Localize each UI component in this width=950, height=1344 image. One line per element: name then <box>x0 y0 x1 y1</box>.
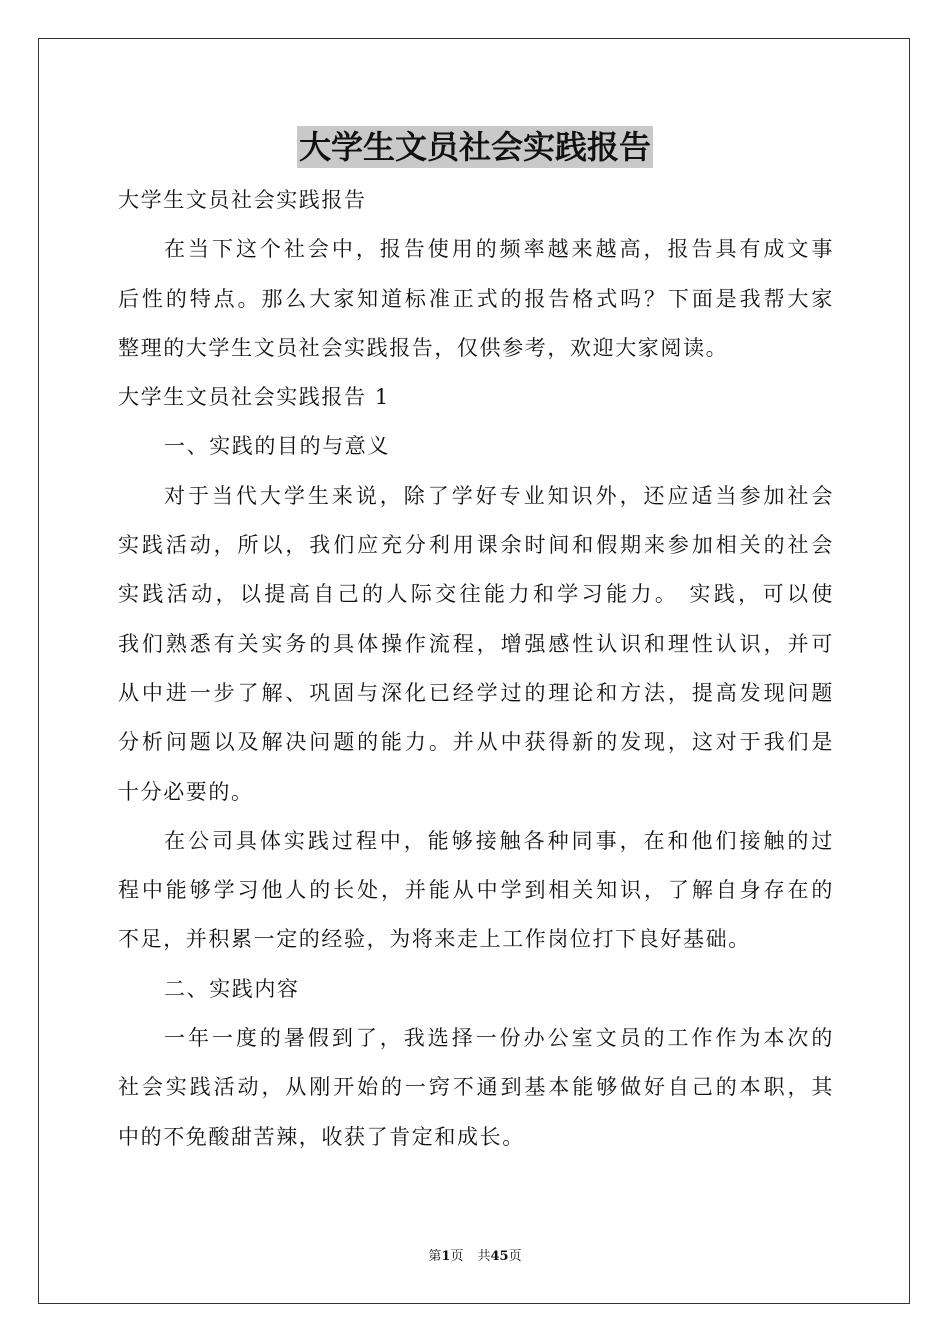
paragraph-line: 在当下这个社会中，报告使用的频率越来越高，报告具有成文事 <box>164 237 834 262</box>
document-body <box>118 176 834 1162</box>
page-footer <box>0 1245 950 1264</box>
document-title: 大学生文员社会实践报告 <box>298 128 651 166</box>
title-container <box>0 126 950 168</box>
page-number: 1 <box>441 1249 451 1264</box>
paragraph-line: 实践活动，以提高自己的人际交往能力和学习能力。 实践，可以使 <box>118 582 834 607</box>
subtitle-line: 大学生文员社会实践报告 <box>118 188 367 212</box>
paragraph-line: 实践活动，所以，我们应充分利用课余时间和假期来参加相关的社会 <box>118 533 834 558</box>
paragraph-line: 一年一度的暑假到了，我选择一份办公室文员的工作作为本次的 <box>164 1026 834 1051</box>
subsection-heading: 一、实践的目的与意义 <box>164 434 390 459</box>
total-prefix: 共 <box>477 1249 491 1264</box>
paragraph-line: 程中能够学习他人的长处，并能从中学到相关知识，了解自身存在的 <box>118 878 834 903</box>
section-heading: 大学生文员社会实践报告 1 <box>118 385 390 410</box>
paragraph-line: 从中进一步了解、巩固与深化已经学过的理论和方法，提高发现问题 <box>118 680 834 705</box>
paragraph-line: 社会实践活动，从刚开始的一窍不通到基本能够做好自己的本职，其 <box>118 1075 834 1100</box>
paragraph-line: 中的不免酸甜苦辣，收获了肯定和成长。 <box>118 1124 525 1149</box>
paragraph-line: 对于当代大学生来说，除了学好专业知识外，还应适当参加社会 <box>164 483 834 508</box>
total-pages: 45 <box>490 1249 509 1264</box>
paragraph-line: 不足，并积累一定的经验，为将来走上工作岗位打下良好基础。 <box>118 927 751 952</box>
subsection-heading: 二、实践内容 <box>164 976 300 1001</box>
total-suffix: 页 <box>508 1249 522 1264</box>
paragraph-line: 十分必要的。 <box>118 779 254 804</box>
page-suffix: 页 <box>450 1249 464 1264</box>
paragraph-line: 在公司具体实践过程中，能够接触各种同事，在和他们接触的过 <box>164 828 834 853</box>
paragraph-line: 分析问题以及解决问题的能力。并从中获得新的发现，这对于我们是 <box>118 730 834 755</box>
page-prefix: 第 <box>428 1249 442 1264</box>
paragraph-line: 整理的大学生文员社会实践报告，仅供参考，欢迎大家阅读。 <box>118 335 729 360</box>
paragraph-line: 我们熟悉有关实务的具体操作流程，增强感性认识和理性认识，并可 <box>118 631 834 656</box>
paragraph-line: 后性的特点。那么大家知道标准正式的报告格式吗？下面是我帮大家 <box>118 286 834 311</box>
